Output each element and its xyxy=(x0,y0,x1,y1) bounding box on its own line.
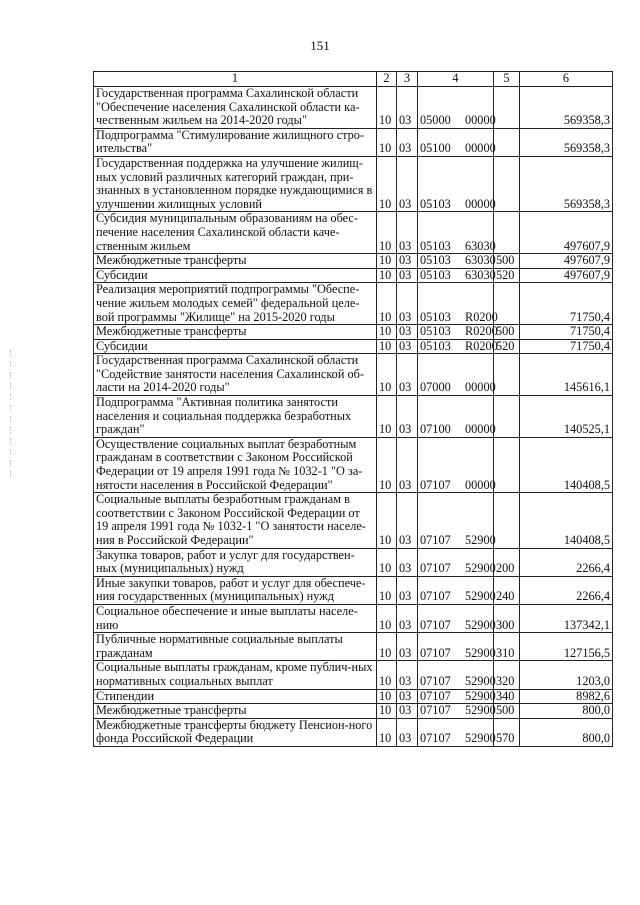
target-code-direction: 52900 xyxy=(465,731,496,746)
row-amount-cell: 71750,4 xyxy=(520,339,613,354)
target-code-direction: 52900 xyxy=(465,589,496,604)
target-code-direction: 52900 xyxy=(465,703,496,718)
row-name-cell: Социальные выплаты безработным гражданам в соответствии с Законом Российской Федерации от 19 апреля 1991 года № 1032-1 "О занятости населе-ния в Российской Федерации" xyxy=(94,493,377,548)
target-code-direction: 63030 xyxy=(465,238,496,253)
row-section-cell: 10 xyxy=(377,325,397,340)
table-row xyxy=(94,704,613,719)
row-section-cell: 10 xyxy=(377,689,397,704)
row-subsection-cell: 03 xyxy=(397,661,418,689)
budget-table xyxy=(93,71,613,747)
target-code-program: 05000 xyxy=(420,113,451,128)
row-expense-type-cell: 240 xyxy=(494,576,520,604)
row-name-cell: Межбюджетные трансферты xyxy=(94,254,377,269)
target-code-program: 05103 xyxy=(420,238,451,253)
table-header-row xyxy=(94,72,613,87)
row-section-cell: 10 xyxy=(377,354,397,396)
target-code-direction: 00000 xyxy=(465,477,496,492)
target-code-direction: 52900 xyxy=(465,645,496,660)
row-target-code-cell xyxy=(418,548,494,576)
table-row xyxy=(94,718,613,746)
row-target-code-cell xyxy=(418,396,494,438)
table-row xyxy=(94,396,613,438)
table-row xyxy=(94,689,613,704)
row-expense-type-cell: 310 xyxy=(494,633,520,661)
table-row xyxy=(94,604,613,632)
row-name-cell: Субсидии xyxy=(94,339,377,354)
row-name-cell: Осуществление социальных выплат безработным гражданам в соответствии с Законом Российской Федерации от 19 апреля 1991 года № 1032-1 "О за-нятости населения в Российской Федерации" xyxy=(94,437,377,492)
row-name-cell: Публичные нормативные социальные выплаты гражданам xyxy=(94,633,377,661)
row-amount-cell: 1203,0 xyxy=(520,661,613,689)
row-target-code-cell xyxy=(418,689,494,704)
row-amount-cell: 8982,6 xyxy=(520,689,613,704)
target-code-direction: 00000 xyxy=(465,422,496,437)
row-section-cell: 10 xyxy=(377,604,397,632)
table-row xyxy=(94,212,613,254)
row-name-cell: Иные закупки товаров, работ и услуг для обеспече-ния государственных (муниципальных) нужд xyxy=(94,576,377,604)
target-code-program: 05103 xyxy=(420,309,451,324)
row-amount-cell: 140408,5 xyxy=(520,493,613,548)
target-code-direction: 63030 xyxy=(465,267,496,282)
target-code-direction: 63030 xyxy=(465,253,496,268)
page-number: 151 xyxy=(310,38,330,53)
row-expense-type-cell: 300 xyxy=(494,604,520,632)
row-name-cell: Межбюджетные трансферты xyxy=(94,704,377,719)
row-name-cell: Межбюджетные трансферты xyxy=(94,325,377,340)
row-expense-type-cell: 200 xyxy=(494,548,520,576)
table-row xyxy=(94,354,613,396)
table-row xyxy=(94,661,613,689)
target-code-program: 07107 xyxy=(420,703,451,718)
row-subsection-cell: 03 xyxy=(397,128,418,156)
row-subsection-cell: 03 xyxy=(397,339,418,354)
target-code-direction: R0200 xyxy=(465,309,498,324)
table-row xyxy=(94,87,613,129)
row-target-code-cell xyxy=(418,604,494,632)
row-section-cell: 10 xyxy=(377,396,397,438)
row-subsection-cell: 03 xyxy=(397,576,418,604)
row-name-cell: Государственная поддержка на улучшение жилищ-ных условий различных категорий граждан, при-знанных в установленном порядке нуждающимися в улучшении жилищных условий xyxy=(94,156,377,211)
table-row xyxy=(94,254,613,269)
row-expense-type-cell xyxy=(494,87,520,129)
target-code-program: 05103 xyxy=(420,196,451,211)
row-section-cell: 10 xyxy=(377,156,397,211)
row-target-code-cell xyxy=(418,437,494,492)
target-code-direction: 52900 xyxy=(465,561,496,576)
row-target-code-cell xyxy=(418,661,494,689)
row-expense-type-cell: 520 xyxy=(494,268,520,283)
row-subsection-cell: 03 xyxy=(397,718,418,746)
target-code-program: 07107 xyxy=(420,673,451,688)
table-row xyxy=(94,633,613,661)
table-row xyxy=(94,325,613,340)
target-code-direction: 52900 xyxy=(465,617,496,632)
table-row xyxy=(94,283,613,325)
row-amount-cell: 800,0 xyxy=(520,718,613,746)
row-section-cell: 10 xyxy=(377,268,397,283)
target-code-direction: 00000 xyxy=(465,196,496,211)
row-subsection-cell: 03 xyxy=(397,283,418,325)
target-code-direction: R0200 xyxy=(465,324,498,339)
row-amount-cell: 497607,9 xyxy=(520,254,613,269)
row-subsection-cell: 03 xyxy=(397,704,418,719)
row-amount-cell: 145616,1 xyxy=(520,354,613,396)
row-subsection-cell: 03 xyxy=(397,354,418,396)
table-row xyxy=(94,493,613,548)
target-code-direction: 52900 xyxy=(465,533,496,547)
row-amount-cell: 140408,5 xyxy=(520,437,613,492)
header-col-3: 3 xyxy=(397,72,418,87)
row-subsection-cell: 03 xyxy=(397,156,418,211)
target-code-direction: 52900 xyxy=(465,673,496,688)
row-subsection-cell: 03 xyxy=(397,254,418,269)
row-section-cell: 10 xyxy=(377,493,397,548)
row-name-cell: Подпрограмма "Стимулирование жилищного стро-ительства" xyxy=(94,128,377,156)
row-subsection-cell: 03 xyxy=(397,493,418,548)
row-name-cell: Стипендии xyxy=(94,689,377,704)
target-code-direction: 00000 xyxy=(465,380,496,395)
row-section-cell: 10 xyxy=(377,128,397,156)
row-target-code-cell xyxy=(418,212,494,254)
row-section-cell: 10 xyxy=(377,339,397,354)
row-amount-cell: 71750,4 xyxy=(520,283,613,325)
row-subsection-cell: 03 xyxy=(397,268,418,283)
row-section-cell: 10 xyxy=(377,576,397,604)
target-code-program: 07107 xyxy=(420,645,451,660)
row-name-cell: Межбюджетные трансферты бюджету Пенсион-ного фонда Российской Федерации xyxy=(94,718,377,746)
target-code-direction: 52900 xyxy=(465,688,496,703)
row-subsection-cell: 03 xyxy=(397,548,418,576)
row-section-cell: 10 xyxy=(377,283,397,325)
row-subsection-cell: 03 xyxy=(397,604,418,632)
header-col-4: 4 xyxy=(418,72,494,87)
row-target-code-cell xyxy=(418,704,494,719)
row-target-code-cell xyxy=(418,324,498,340)
header-col-6: 6 xyxy=(520,72,613,87)
row-section-cell: 10 xyxy=(377,661,397,689)
row-subsection-cell: 03 xyxy=(397,325,418,340)
row-subsection-cell: 03 xyxy=(397,87,418,129)
header-col-5: 5 xyxy=(494,72,520,87)
target-code-program: 05100 xyxy=(420,141,451,156)
row-name-cell: Субсидии xyxy=(94,268,377,283)
target-code-direction: 00000 xyxy=(465,113,496,128)
row-amount-cell: 2266,4 xyxy=(520,576,613,604)
row-name-cell: Подпрограмма "Активная политика занятости населения и социальная поддержка безработных граждан" xyxy=(94,396,377,438)
row-name-cell: Социальные выплаты гражданам, кроме публич-ных нормативных социальных выплат xyxy=(94,661,377,689)
row-amount-cell: 137342,1 xyxy=(520,604,613,632)
scan-margin-marks xyxy=(6,350,18,520)
row-expense-type-cell xyxy=(494,212,520,254)
row-expense-type-cell: 520 xyxy=(494,339,520,354)
target-code-program: 05103 xyxy=(420,253,451,268)
target-code-program: 07000 xyxy=(420,380,451,395)
target-code-program: 07107 xyxy=(420,533,451,547)
row-amount-cell: 2266,4 xyxy=(520,548,613,576)
target-code-program: 07107 xyxy=(420,589,451,604)
row-expense-type-cell xyxy=(494,354,520,396)
row-amount-cell: 569358,3 xyxy=(520,87,613,129)
row-subsection-cell: 03 xyxy=(397,437,418,492)
row-target-code-cell xyxy=(418,87,494,129)
row-name-cell: Государственная программа Сахалинской области "Содействие занятости населения Сахалинской об-ласти на 2014-2020 годы" xyxy=(94,354,377,396)
row-section-cell: 10 xyxy=(377,704,397,719)
row-subsection-cell: 03 xyxy=(397,212,418,254)
table-row xyxy=(94,156,613,211)
table-row xyxy=(94,576,613,604)
row-expense-type-cell: 500 xyxy=(494,325,520,340)
row-amount-cell: 71750,4 xyxy=(520,325,613,340)
row-name-cell: Субсидия муниципальным образованиям на обес-печение населения Сахалинской области каче-ственным жильем xyxy=(94,212,377,254)
row-expense-type-cell: 320 xyxy=(494,661,520,689)
row-subsection-cell: 03 xyxy=(397,396,418,438)
row-section-cell: 10 xyxy=(377,633,397,661)
row-amount-cell: 569358,3 xyxy=(520,128,613,156)
row-amount-cell: 140525,1 xyxy=(520,396,613,438)
row-subsection-cell: 03 xyxy=(397,633,418,661)
target-code-program: 07107 xyxy=(420,561,451,576)
row-amount-cell: 127156,5 xyxy=(520,633,613,661)
row-target-code-cell xyxy=(418,254,494,269)
row-target-code-cell xyxy=(418,354,494,396)
target-code-program: 07107 xyxy=(420,731,451,746)
row-expense-type-cell xyxy=(494,396,520,438)
row-expense-type-cell xyxy=(494,156,520,211)
row-target-code-cell xyxy=(418,268,494,283)
table-row xyxy=(94,437,613,492)
row-amount-cell: 569358,3 xyxy=(520,156,613,211)
row-name-cell: Социальное обеспечение и иные выплаты населе-нию xyxy=(94,604,377,632)
row-section-cell: 10 xyxy=(377,437,397,492)
row-target-code-cell xyxy=(418,718,494,746)
header-col-2: 2 xyxy=(377,72,397,87)
row-amount-cell: 800,0 xyxy=(520,704,613,719)
row-target-code-cell xyxy=(418,128,494,156)
row-section-cell: 10 xyxy=(377,254,397,269)
table-row xyxy=(94,548,613,576)
row-amount-cell: 497607,9 xyxy=(520,212,613,254)
row-expense-type-cell xyxy=(494,493,520,548)
row-target-code-cell xyxy=(418,156,494,211)
row-expense-type-cell: 500 xyxy=(494,704,520,719)
target-code-program: 07107 xyxy=(420,688,451,703)
row-expense-type-cell: 340 xyxy=(494,689,520,704)
target-code-program: 07107 xyxy=(420,617,451,632)
row-target-code-cell xyxy=(418,633,494,661)
row-expense-type-cell: 570 xyxy=(494,718,520,746)
row-subsection-cell: 03 xyxy=(397,689,418,704)
row-name-cell: Государственная программа Сахалинской области "Обеспечение населения Сахалинской области ка-чественным жильем на 2014-2020 годы" xyxy=(94,87,377,129)
target-code-program: 07107 xyxy=(420,477,451,492)
row-expense-type-cell xyxy=(494,128,520,156)
row-target-code-cell xyxy=(418,338,498,354)
row-expense-type-cell: 500 xyxy=(494,254,520,269)
row-target-code-cell xyxy=(418,283,498,325)
row-section-cell: 10 xyxy=(377,212,397,254)
row-amount-cell: 497607,9 xyxy=(520,268,613,283)
header-col-1: 1 xyxy=(94,72,377,87)
table-body xyxy=(94,72,613,747)
target-code-program: 05103 xyxy=(420,267,451,282)
target-code-direction: R0200 xyxy=(465,338,498,353)
row-section-cell: 10 xyxy=(377,718,397,746)
row-name-cell: Закупка товаров, работ и услуг для государствен-ных (муниципальных) нужд xyxy=(94,548,377,576)
table-row xyxy=(94,128,613,156)
table-row xyxy=(94,268,613,283)
target-code-program: 05103 xyxy=(420,338,451,353)
table-row xyxy=(94,339,613,354)
row-target-code-cell xyxy=(418,493,494,548)
row-name-cell: Реализация мероприятий подпрограммы "Обеспе-чение жильем молодых семей" федеральной целе-вой программы "Жилище" на 2015-2020 годы xyxy=(94,283,377,325)
row-section-cell: 10 xyxy=(377,548,397,576)
target-code-program: 07100 xyxy=(420,422,451,437)
target-code-program: 05103 xyxy=(420,324,451,339)
row-section-cell: 10 xyxy=(377,87,397,129)
target-code-direction: 00000 xyxy=(465,141,496,156)
row-target-code-cell xyxy=(418,576,494,604)
row-expense-type-cell xyxy=(494,437,520,492)
